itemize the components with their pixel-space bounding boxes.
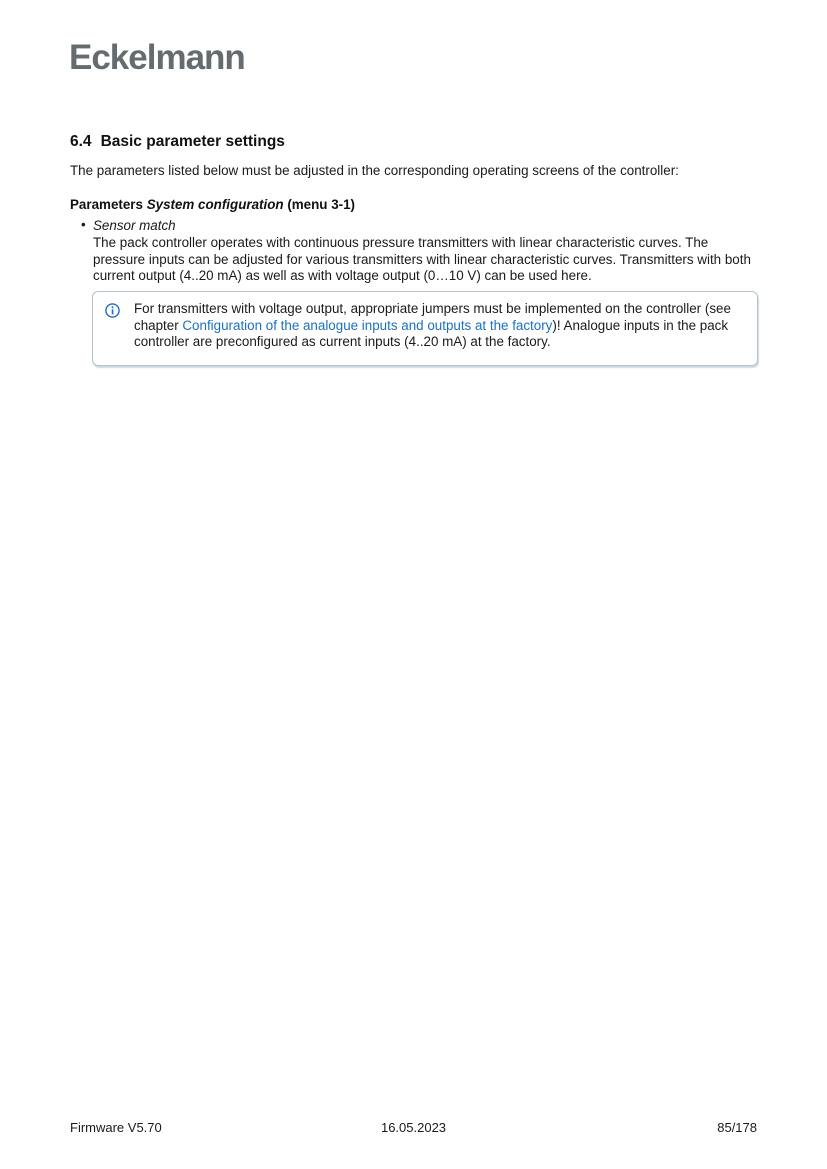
section-number: 6.4 — [70, 133, 92, 150]
info-icon — [105, 303, 120, 318]
intro-paragraph: The parameters listed below must be adjusted in the corresponding operating screens of the controller: — [70, 163, 679, 178]
parameters-heading-suffix: (menu 3-1) — [283, 197, 356, 212]
parameters-heading-prefix: Parameters — [70, 197, 147, 212]
footer-page-number: 85/178 — [717, 1120, 757, 1135]
footer-firmware-version: Firmware V5.70 — [70, 1120, 162, 1135]
chapter-link[interactable]: Configuration of the analogue inputs and outputs at the factory — [182, 317, 553, 333]
info-note-text-after: )! Analogue inputs in the pack controller are preconfigured as current inputs (4..20 mA) at the factory. — [134, 317, 729, 350]
parameters-heading-menu-name: System configuration — [146, 197, 284, 212]
bullet-marker: • — [81, 217, 86, 232]
section-title: Basic parameter settings — [100, 133, 285, 150]
company-logo: Eckelmann — [69, 38, 245, 77]
section-heading — [70, 133, 285, 151]
info-note-text — [134, 301, 745, 351]
parameter-description: The pack controller operates with continuous pressure transmitters with linear characteristic curves. The pressure inputs can be adjusted for various transmitters with linear characteristic curves. Transmitters with both current output (4..20 mA) as well as with voltage output (0…10 V) can be used here. — [93, 235, 751, 283]
parameters-heading — [70, 197, 760, 212]
footer-date: 16.05.2023 — [380, 1120, 447, 1135]
info-note — [92, 291, 758, 366]
parameter-term: Sensor match — [93, 218, 176, 233]
info-note-text-before: For transmitters with voltage output, appropriate jumpers must be implemented on the controller (see chapter — [134, 301, 731, 333]
